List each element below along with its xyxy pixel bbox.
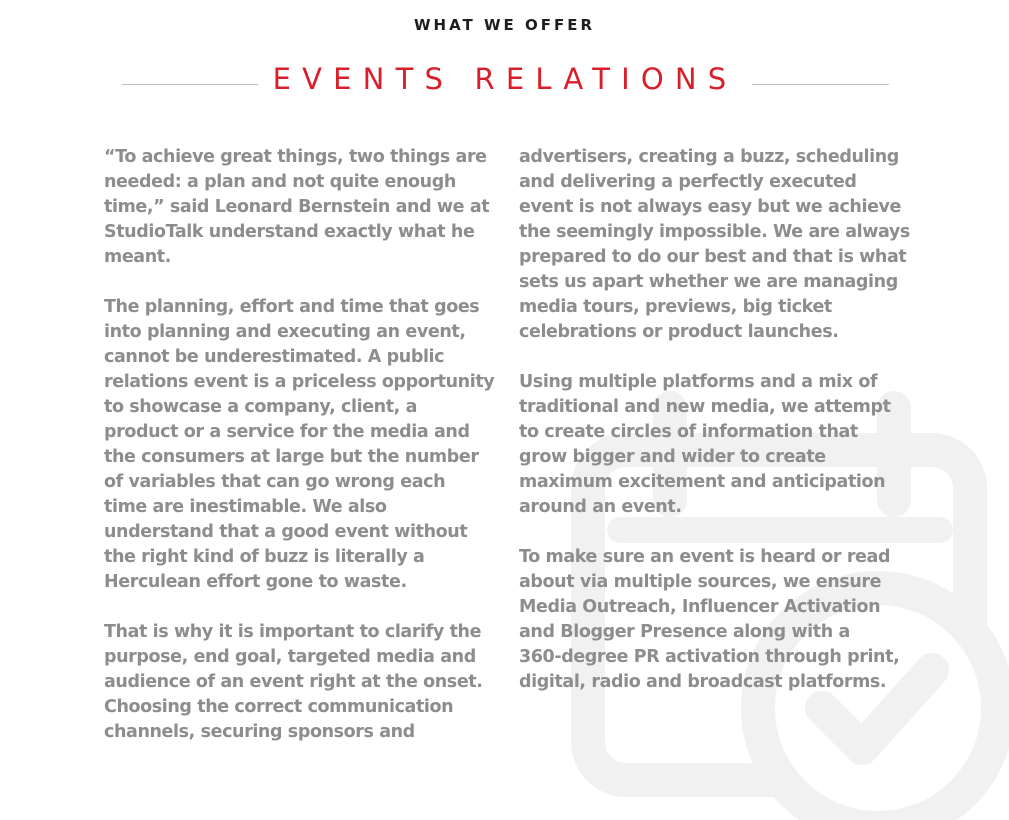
- paragraph: [104, 145, 494, 270]
- text-line: advertisers, creating a buzz, scheduling: [519, 147, 899, 167]
- text-line: celebrations or product launches.: [519, 322, 839, 342]
- text-line: grow bigger and wider to create: [519, 447, 826, 467]
- text-line: and delivering a perfectly executed: [519, 172, 857, 192]
- title-rule-left: [122, 84, 258, 85]
- title-rule-right: [752, 84, 889, 85]
- text-line: product or a service for the media and: [104, 422, 470, 442]
- text-line: the seemingly impossible. We are always: [519, 222, 910, 242]
- text-line: Herculean effort gone to waste.: [104, 572, 407, 592]
- text-line: digital, radio and broadcast platforms.: [519, 672, 887, 692]
- text-line: prepared to do our best and that is what: [519, 247, 907, 267]
- text-line: to create circles of information that: [519, 422, 858, 442]
- text-line: Media Outreach, Influencer Activation: [519, 597, 881, 617]
- text-line: the right kind of buzz is literally a: [104, 547, 425, 567]
- text-line: of variables that can go wrong each: [104, 472, 446, 492]
- text-line: time,” said Leonard Bernstein and we at: [104, 197, 490, 217]
- text-line: about via multiple sources, we ensure: [519, 572, 882, 592]
- text-line: maximum excitement and anticipation: [519, 472, 886, 492]
- text-line: meant.: [104, 247, 171, 267]
- text-line: and Blogger Presence along with a: [519, 622, 850, 642]
- text-line: To make sure an event is heard or read: [519, 547, 891, 567]
- paragraph: [519, 145, 919, 345]
- text-line: 360-degree PR activation through print,: [519, 647, 900, 667]
- text-line: understand that a good event without: [104, 522, 468, 542]
- text-line: channels, securing sponsors and: [104, 722, 415, 742]
- text-line: Choosing the correct communication: [104, 697, 454, 717]
- text-line: time are inestimable. We also: [104, 497, 387, 517]
- paragraph: [104, 620, 494, 745]
- text-line: media tours, previews, big ticket: [519, 297, 832, 317]
- text-line: “To achieve great things, two things are: [104, 147, 487, 167]
- text-line: Using multiple platforms and a mix of: [519, 372, 878, 392]
- text-line: sets us apart whether we are managing: [519, 272, 898, 292]
- body-column-right: [519, 145, 919, 695]
- text-line: into planning and executing an event,: [104, 322, 466, 342]
- text-line: the consumers at large but the number: [104, 447, 479, 467]
- text-line: event is not always easy but we achieve: [519, 197, 902, 217]
- text-line: relations event is a priceless opportunity: [104, 372, 495, 392]
- section-eyebrow: WHAT WE OFFER: [413, 16, 596, 34]
- text-line: The planning, effort and time that goes: [104, 297, 480, 317]
- page-title: EVENTS RELATIONS: [272, 62, 738, 96]
- paragraph: [519, 545, 919, 695]
- text-line: audience of an event right at the onset.: [104, 672, 483, 692]
- text-line: StudioTalk understand exactly what he: [104, 222, 475, 242]
- text-line: needed: a plan and not quite enough: [104, 172, 456, 192]
- text-line: purpose, end goal, targeted media and: [104, 647, 476, 667]
- paragraph: [104, 295, 494, 595]
- text-line: to showcase a company, client, a: [104, 397, 418, 417]
- title-row: [0, 62, 1009, 108]
- body-column-left: [104, 145, 494, 745]
- text-line: traditional and new media, we attempt: [519, 397, 891, 417]
- paragraph: [519, 370, 919, 520]
- text-line: cannot be underestimated. A public: [104, 347, 445, 367]
- text-line: That is why it is important to clarify the: [104, 622, 482, 642]
- text-line: around an event.: [519, 497, 682, 517]
